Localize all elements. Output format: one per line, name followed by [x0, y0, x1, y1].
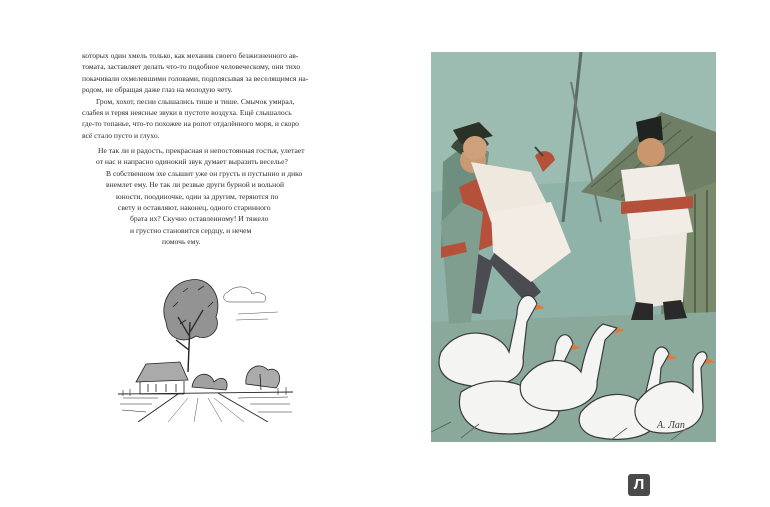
text-line-2: томата, заставляет делать что-то подобное человеческому, они тихо — [82, 62, 301, 72]
text-line-3: покачивали охмелевшими головами, подплясывая за веселящимся на- — [82, 73, 309, 83]
color-illustration — [431, 52, 716, 442]
text-line-1: которых один хмель только, как механик своего безжизненного ав- — [82, 51, 299, 60]
verse-line-3: В собственном эхе слышит уже он грусть и пустынно и дико — [106, 168, 303, 178]
verse-line-8: и грустно становится сердцу, и нечем — [130, 225, 252, 235]
verse-line-4: внемлет ему. Не так ли резвые други бурной и вольной — [106, 180, 285, 190]
text-line-5: Гром, хохот, песни слышались тише и тише. Смычок умирал, — [96, 96, 295, 106]
text-line-7: где-то топанье, что-то похожее на ропот отдалённого моря, и скоро — [82, 119, 299, 129]
text-line-6: слабея и теряя неясные звуки в пустоте воздуха. Ещё слышалось — [82, 108, 292, 118]
verse-line-6: свету и оставляют, наконец, одного старинного — [118, 203, 271, 213]
text-line-8: всё стало пусто и глухо. — [82, 130, 160, 140]
verse-line-2: от нас и напрасно одинокий звук думает выразить веселье? — [96, 157, 288, 167]
verse-line-9: помочь ему. — [162, 237, 201, 247]
verse-line-5: юности, поодиночке, один за другим, теряются по — [116, 191, 279, 201]
left-page-text — [82, 50, 340, 141]
artist-signature: А. Лап — [657, 420, 685, 431]
closing-paragraph — [78, 145, 348, 248]
text-line-4: родом, не обращая даже глаз на молодую чету. — [82, 85, 233, 95]
landscape-sketch — [118, 262, 293, 422]
verse-line-1: Не так ли и радость, прекрасная и непостоянная гостья, улетает — [98, 146, 305, 155]
verse-line-7: брата их? Скучно оставленному! И тяжело — [130, 214, 269, 224]
publisher-logo-badge: Л — [628, 474, 650, 496]
